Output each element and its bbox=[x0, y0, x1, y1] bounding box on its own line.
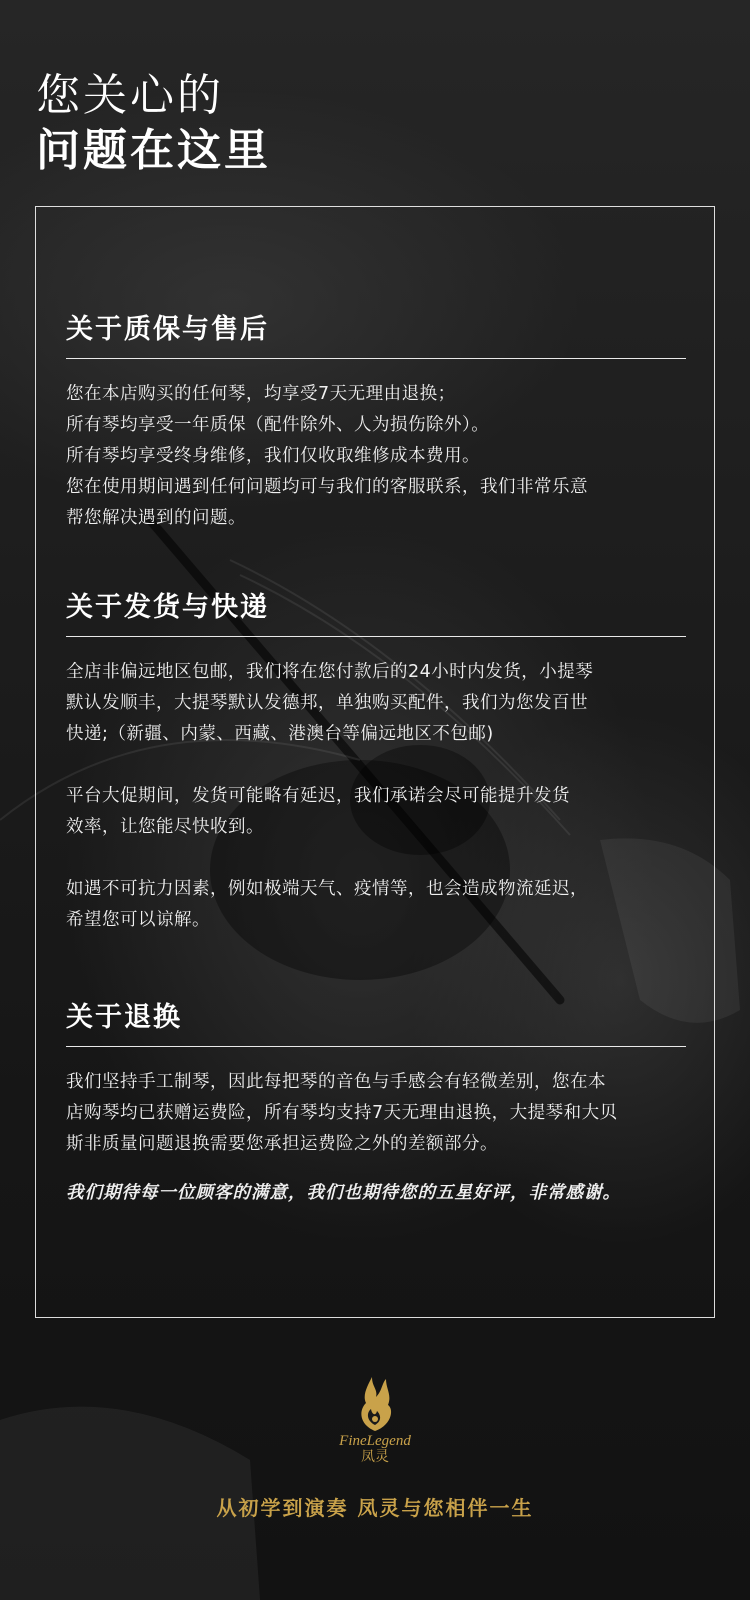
section-title: 关于质保与售后 bbox=[66, 314, 269, 345]
section-title: 关于退换 bbox=[66, 1002, 182, 1033]
text-line: 所有琴均享受终身维修，我们仅收取维修成本费用。 bbox=[66, 446, 480, 466]
text-line: 希望您可以谅解。 bbox=[66, 910, 210, 930]
section-body bbox=[66, 657, 686, 936]
text-line: 您在使用期间遇到任何问题均可与我们的客服联系，我们非常乐意 bbox=[66, 477, 588, 497]
title-line-1: 您关心的 bbox=[36, 70, 224, 121]
text-line: 如遇不可抗力因素，例如极端天气、疫情等，也会造成物流延迟， bbox=[66, 879, 588, 899]
brand-logo bbox=[335, 1375, 415, 1467]
section-title: 关于发货与快递 bbox=[66, 592, 269, 623]
text-line: 全店非偏远地区包邮，我们将在您付款后的24小时内发货，小提琴 bbox=[66, 662, 594, 682]
text-line: 默认发顺丰，大提琴默认发德邦，单独购买配件，我们为您发百世 bbox=[66, 693, 588, 713]
text-line: 所有琴均享受一年质保（配件除外、人为损伤除外）。 bbox=[66, 415, 490, 435]
brand-name-en: FineLegend bbox=[339, 1433, 411, 1449]
closing-note: 我们期待每一位顾客的满意，我们也期待您的五星好评，非常感谢。 bbox=[66, 1183, 621, 1203]
text-line: 店购琴均已获赠运费险，所有琴均支持7天无理由退换，大提琴和大贝 bbox=[66, 1103, 618, 1123]
divider bbox=[66, 636, 686, 637]
phoenix-flame-icon bbox=[352, 1375, 398, 1433]
divider bbox=[66, 1046, 686, 1047]
slogan: 从初学到演奏 凤灵与您相伴一生 bbox=[216, 1496, 534, 1520]
text-line: 快递;（新疆、内蒙、西藏、港澳台等偏远地区不包邮) bbox=[66, 724, 494, 744]
text-line: 您在本店购买的任何琴，均享受7天无理由退换； bbox=[66, 384, 456, 404]
page-title bbox=[36, 68, 271, 178]
section-warranty bbox=[66, 312, 686, 534]
text-line: 效率，让您能尽快收到。 bbox=[66, 817, 264, 837]
section-returns bbox=[66, 1000, 686, 1209]
text-line: 我们坚持手工制琴，因此每把琴的音色与手感会有轻微差别，您在本 bbox=[66, 1072, 606, 1092]
divider bbox=[66, 358, 686, 359]
text-line: 平台大促期间，发货可能略有延迟，我们承诺会尽可能提升发货 bbox=[66, 786, 570, 806]
section-shipping bbox=[66, 590, 686, 936]
section-body bbox=[66, 379, 686, 534]
title-line-2: 问题在这里 bbox=[36, 125, 271, 176]
text-line: 斯非质量问题退换需要您承担运费险之外的差额部分。 bbox=[66, 1134, 498, 1154]
section-body bbox=[66, 1067, 686, 1209]
brand-name-cn: 凤灵 bbox=[361, 1449, 389, 1465]
text-line: 帮您解决遇到的问题。 bbox=[66, 508, 246, 528]
